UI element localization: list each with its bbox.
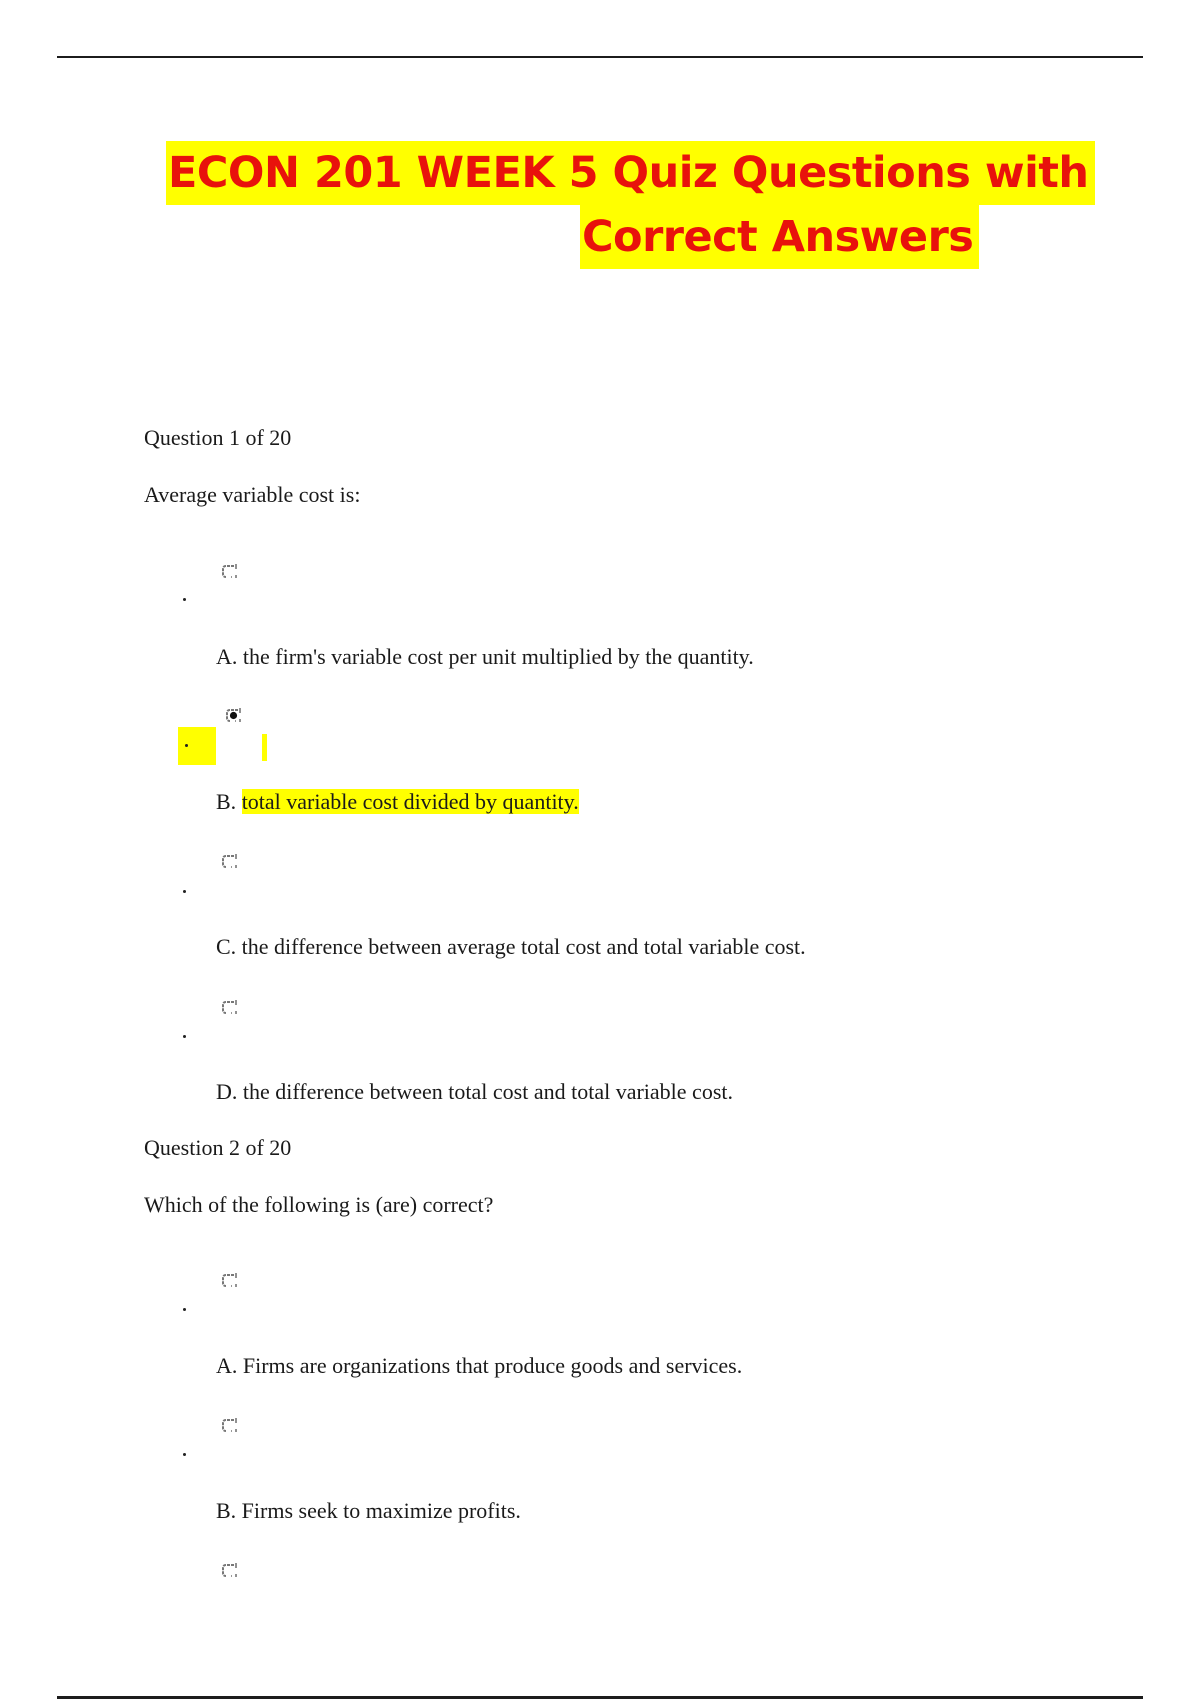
question-1-option-d[interactable]: D. the difference between total cost and total variable cost. [216,1079,733,1104]
question-2-option-b[interactable]: B. Firms seek to maximize profits. [216,1498,521,1523]
list-bullet-icon [183,1308,186,1311]
radio-button-empty-icon[interactable] [220,1561,236,1577]
question-1-option-c[interactable]: C. the difference between average total cost and total variable cost. [216,934,806,959]
question-1-option-a[interactable]: A. the firm's variable cost per unit multiplied by the quantity. [216,644,754,669]
question-2-number: Question 2 of 20 [144,1135,292,1160]
page-bottom-rule [57,1696,1143,1699]
list-bullet-icon [183,1453,186,1456]
list-bullet-icon [183,1035,186,1038]
highlight-mark [262,734,267,761]
radio-button-empty-icon[interactable] [220,998,236,1014]
list-bullet-icon [183,598,186,601]
list-bullet-icon [185,744,188,747]
question-2-text: Which of the following is (are) correct? [144,1192,494,1217]
option-prefix: B. [216,789,242,814]
radio-button-empty-icon[interactable] [220,1416,236,1432]
question-2-option-a[interactable]: A. Firms are organizations that produce goods and services. [216,1353,743,1378]
question-1-text: Average variable cost is: [144,482,361,507]
radio-button-empty-icon[interactable] [220,562,236,578]
highlighted-bullet [178,727,216,765]
correct-answer-highlight: total variable cost divided by quantity. [241,789,579,814]
document-title-line-1: ECON 201 WEEK 5 Quiz Questions with [166,141,1095,205]
radio-button-empty-icon[interactable] [220,852,236,868]
document-title-line-2: Correct Answers [580,205,979,269]
question-1-number: Question 1 of 20 [144,425,292,450]
radio-button-empty-icon[interactable] [220,1271,236,1287]
page-top-rule [57,56,1143,58]
list-bullet-icon [183,890,186,893]
question-1-option-b[interactable] [216,789,579,815]
radio-button-selected-icon[interactable] [224,706,240,722]
